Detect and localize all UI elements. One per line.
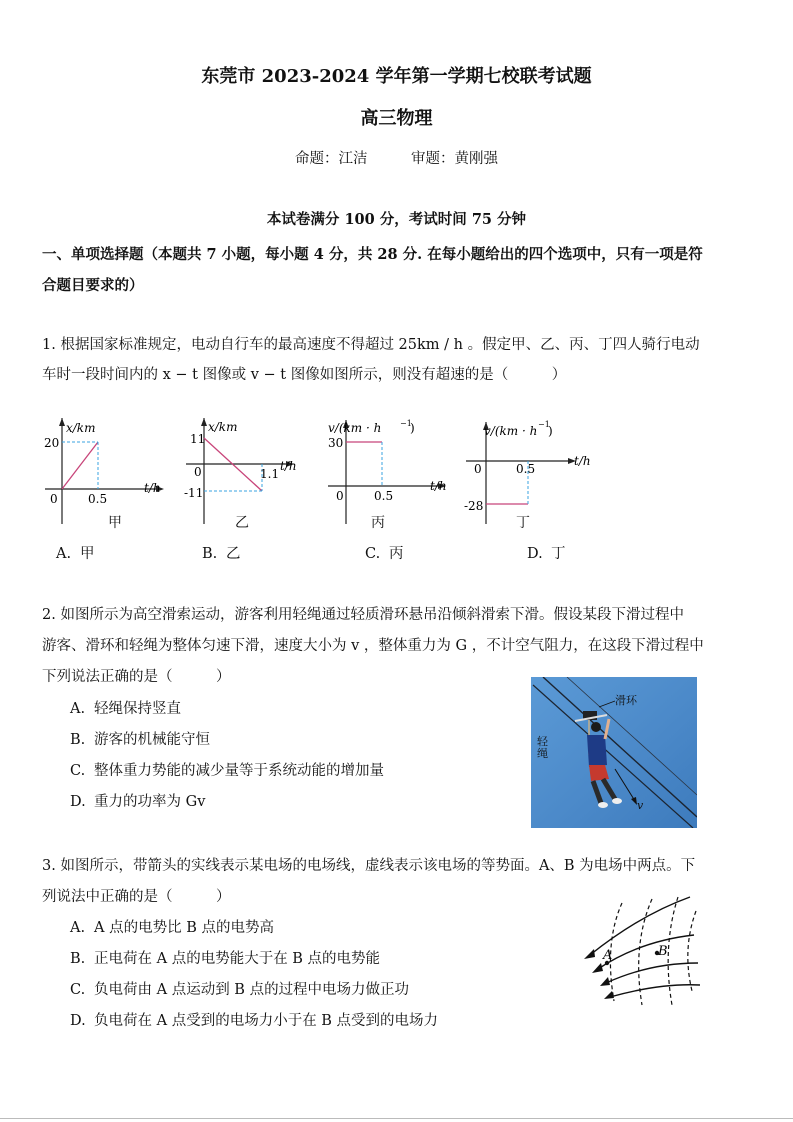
q2-text-line2: 游客、滑环和轻绳为整体匀速下滑，速度大小为 v ，整体重力为 G ，不计空气阻力，在这段下滑过程中 (42, 638, 704, 654)
shirt (587, 735, 607, 767)
q2-text-line3: 下列说法正确的是（ ） (42, 669, 231, 685)
q1-caption-ding: 丁 (516, 515, 530, 531)
q3-text-line1: 3. 如图所示，带箭头的实线表示某电场的电场线，虚线表示该电场的等势面。A、B 为电场中两点。下 (42, 858, 696, 874)
equipotential-4 (688, 911, 696, 991)
y-axis-label: v/(km · h (484, 424, 538, 438)
q2-text-line1: 2. 如图所示为高空滑索运动，游客利用轻绳通过轻质滑环悬吊沿倾斜滑索下滑。假设某段下滑过程中 (42, 607, 684, 623)
section-heading-line1: 一、单项选择题（本题共 7 小题，每小题 4 分，共 28 分. 在每小题给出的四个选项中，只有一项是符 (42, 246, 703, 263)
shoe-right (612, 798, 622, 804)
q2-option-b[interactable]: B. 游客的机械能守恒 (70, 732, 210, 748)
arrowhead-1 (584, 949, 595, 959)
exam-info: 本试卷满分 100 分，考试时间 75 分钟 (266, 211, 527, 228)
y-axis-arrow (59, 418, 65, 426)
q1-option-d[interactable]: D. 丁 (527, 546, 566, 562)
y-axis-label-close: ) (410, 421, 415, 435)
tick-0.5: 0.5 (88, 492, 108, 506)
y-axis-label-sup: −1 (400, 419, 412, 428)
q3-field-diagram (570, 893, 705, 1013)
tick-11: 11 (190, 432, 206, 446)
exam-title: 东莞市 2023-2024 学年第一学期七校联考试题 (201, 66, 592, 87)
q2-option-a[interactable]: A. 轻绳保持竖直 (70, 701, 181, 717)
helmet (591, 722, 601, 732)
q3-text-line2: 列说法中正确的是（ ） (42, 889, 231, 905)
q3-option-c[interactable]: C. 负电荷由 A 点运动到 B 点的过程中电场力做正功 (70, 982, 410, 998)
shoe-left (598, 802, 608, 808)
arrowhead-3 (600, 977, 610, 986)
q2-option-d[interactable]: D. 重力的功率为 Gv (70, 794, 206, 810)
q1-caption-jia: 甲 (108, 515, 122, 531)
rope-label-2: 绳 (537, 747, 548, 760)
q1-text-line2: 车时一段时间内的 x − t 图像或 v − t 图像如图所示，则没有超速的是（ ） (42, 367, 567, 383)
q1-option-a[interactable]: A. 甲 (56, 546, 95, 562)
page-bottom-rule (0, 1118, 793, 1119)
field-line-3 (606, 963, 698, 983)
q2-zipline-photo (531, 677, 697, 828)
q1-text-line1: 1. 根据国家标准规定，电动自行车的最高速度不得超过 25km / h 。假定甲、乙、丙、丁四人骑行电动 (42, 337, 700, 353)
y-axis-label-close: ) (548, 424, 553, 438)
tick-0.5: 0.5 (516, 462, 536, 476)
y-axis-label: x/km (208, 420, 238, 434)
field-line-4 (610, 985, 700, 997)
y-axis-label: v/(km · h (328, 421, 382, 435)
q1-option-c[interactable]: C. 丙 (365, 546, 404, 562)
x-axis-label: t/h (430, 479, 447, 493)
tick-0: 0 (194, 465, 202, 479)
tick-1.1: 1.1 (260, 467, 280, 481)
velocity-label: v (637, 799, 644, 812)
tick-20: 20 (44, 436, 60, 450)
x-axis-label: t/h (280, 459, 297, 473)
x-axis-label: t/h (574, 454, 591, 468)
x-axis-label: t/h (144, 481, 161, 495)
tick-0: 0 (336, 489, 344, 503)
y-axis-arrow (201, 418, 207, 426)
rope-label-1: 轻 (537, 735, 548, 748)
q3-option-d[interactable]: D. 负电荷在 A 点受到的电场力小于在 B 点受到的电场力 (70, 1013, 439, 1029)
point-b-label: B (658, 944, 668, 959)
tick-30: 30 (328, 436, 344, 450)
plot-line (62, 442, 98, 489)
q3-option-b[interactable]: B. 正电荷在 A 点的电势能大于在 B 点的电势能 (70, 951, 381, 967)
y-axis-label: x/km (66, 421, 96, 435)
tick-0.5: 0.5 (374, 489, 394, 503)
equipotential-3 (668, 897, 678, 1005)
q1-caption-yi: 乙 (235, 515, 249, 531)
q2-option-c[interactable]: C. 整体重力势能的减少量等于系统动能的增加量 (70, 763, 384, 779)
q1-caption-bing: 丙 (371, 515, 385, 531)
tick-0: 0 (474, 462, 482, 476)
q1-option-b[interactable]: B. 乙 (202, 546, 241, 562)
authors: 命题：江洁 审题：黄刚强 (295, 151, 498, 167)
tick-neg28: -28 (464, 499, 484, 513)
tick-0: 0 (50, 492, 58, 506)
ring-label: 滑环 (615, 694, 637, 707)
sky-background (531, 677, 697, 828)
section-heading-line2: 合题目要求的） (42, 277, 144, 294)
subject-title: 高三物理 (360, 108, 433, 129)
arrowhead-2 (592, 963, 603, 973)
point-a-label: A (603, 948, 613, 963)
tick-neg11: -11 (184, 486, 204, 500)
q3-option-a[interactable]: A. A 点的电势比 B 点的电势高 (70, 920, 274, 936)
y-axis-label-sup: −1 (538, 420, 550, 429)
